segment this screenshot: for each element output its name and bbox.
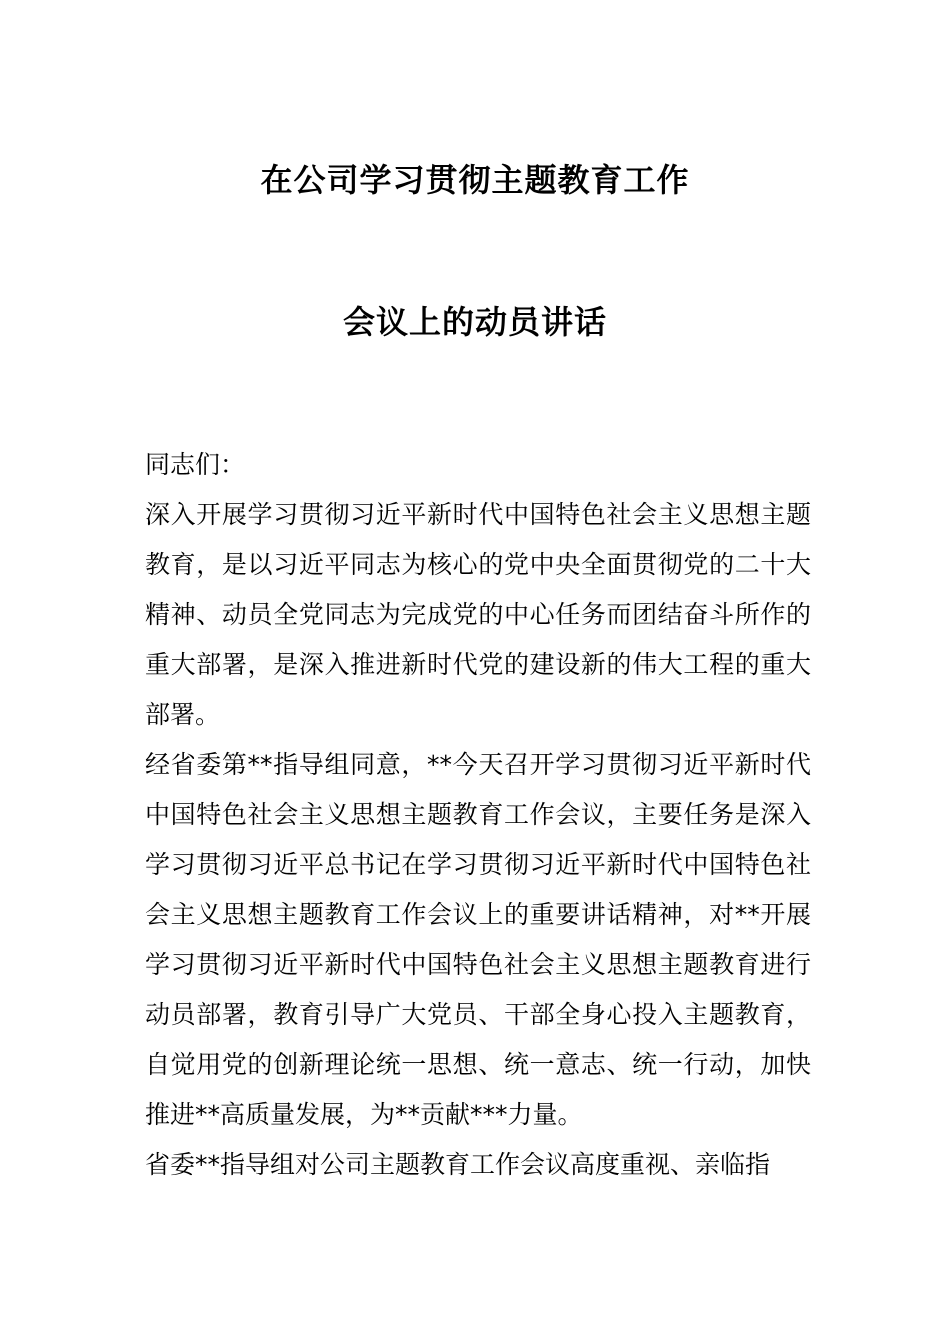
document-title-line-2: 会议上的动员讲话 xyxy=(342,303,607,341)
document-title-line-1: 在公司学习贯彻主题教育工作 xyxy=(260,161,690,199)
paragraph-1: 深入开展学习贯彻习近平新时代中国特色社会主义思想主题教育，是以习近平同志为核心的党中央全面贯彻党的二十大精神、动员全党同志为完成党的中心任务而团结奋斗所作的重大部署，是深入推进新时代党的建设新的伟大工程的重大部署。 xyxy=(145,500,811,729)
salutation: 同志们： xyxy=(145,450,246,479)
document-body xyxy=(145,440,811,1190)
paragraph-2: 经省委第**指导组同意，**今天召开学习贯彻习近平新时代中国特色社会主义思想主题教育工作会议，主要任务是深入学习贯彻习近平总书记在学习贯彻习近平新时代中国特色社会主义思想主题教育工作会议上的重要讲话精神，对**开展学习贯彻习近平新时代中国特色社会主义思想主题教育进行动员部署，教育引导广大党员、干部全身心投入主题教育，自觉用党的创新理论统一思想、统一意志、统一行动，加快推进**高质量发展，为**贡献***力量。 xyxy=(145,750,811,1129)
paragraph-3: 省委**指导组对公司主题教育工作会议高度重视、亲临指 xyxy=(145,1150,771,1179)
